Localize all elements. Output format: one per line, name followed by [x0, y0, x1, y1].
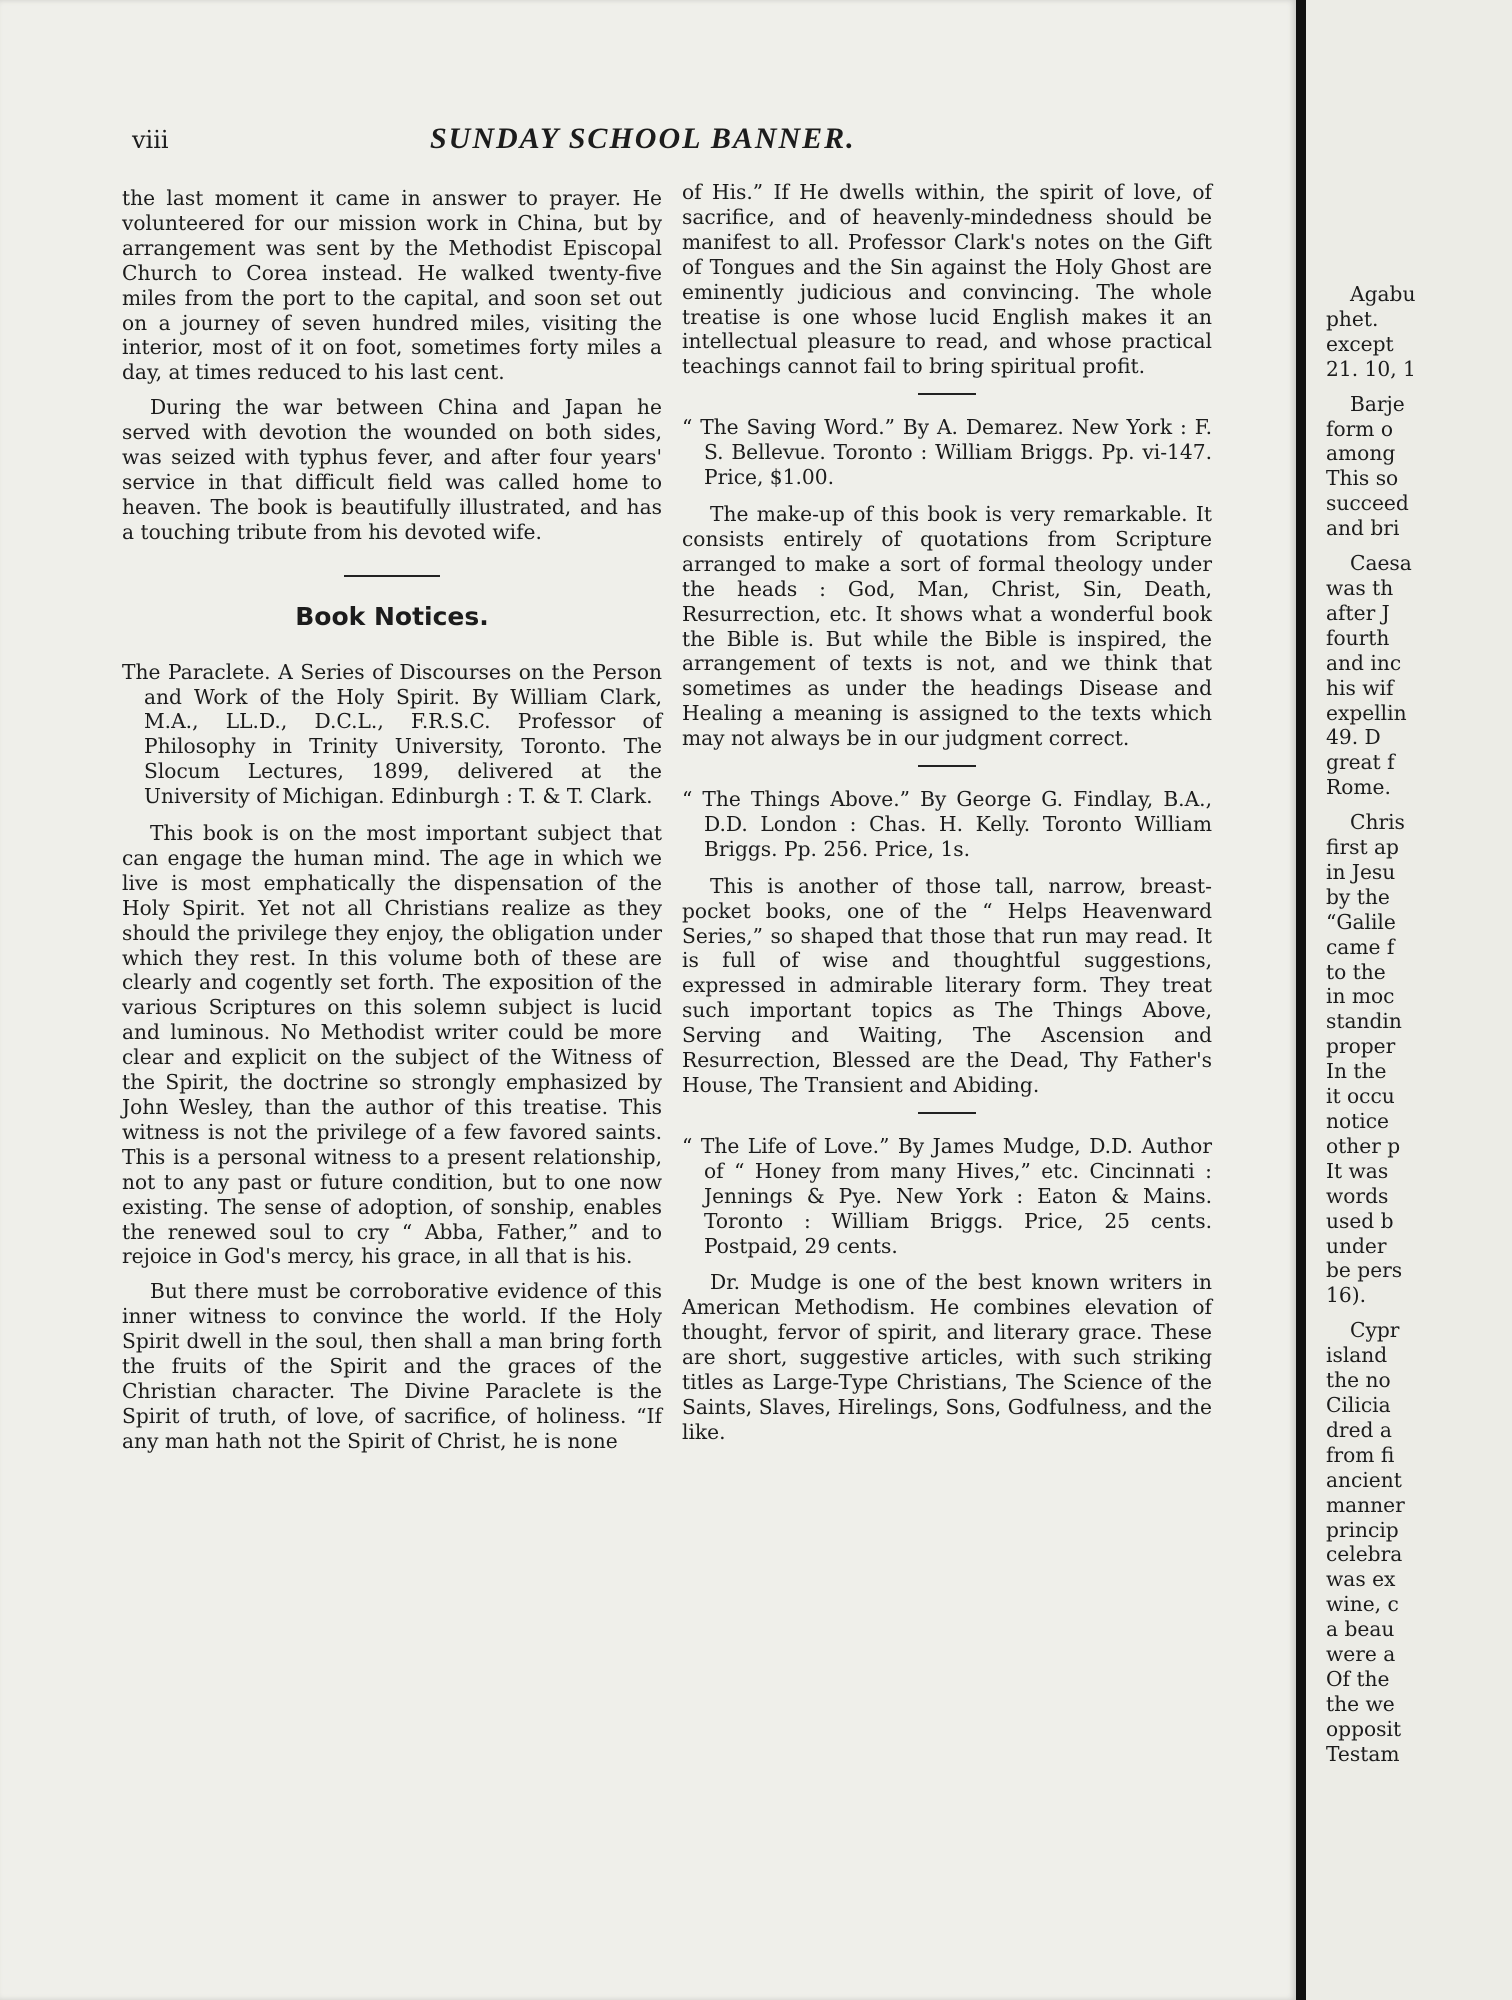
intro-paragraph-2: During the war between China and Japan he served with devotion the wounded on both sides, was seized with typhus fever, and after four years' service in that difficult field was called home to heaven. The book is beautifully illustrated, and has a touching tribute from his devoted wife.: [122, 395, 662, 544]
right-page-fragment: [1306, 0, 1512, 2000]
right-page-line: be pers: [1326, 1258, 1403, 1283]
right-page-line: except: [1326, 331, 1394, 356]
right-page-line: opposit: [1326, 1716, 1402, 1741]
right-page-line: among: [1326, 441, 1396, 466]
book-entry-paraclete: The Paraclete. A Series of Discourses on the Person and Work of the Holy Spirit. By William Clark, M.A., LL.D., D.C.L., F.R.S.C. Professor of Philosophy in Trinity University, Toronto. The Slocum Lectures, 1899, delivered at the University of Michigan. Edinburgh : T. & T. Clark.: [122, 659, 662, 809]
right-page-line: first ap: [1326, 835, 1399, 860]
continuation-paragraph: of His.” If He dwells within, the spirit of love, of sacrifice, and of heavenly-mindedness should be manifest to all. Professor Clark's notes on the Gift of Tongues and the Sin against the Holy Ghost are eminently judicious and convincing. The whole treatise is one whose lucid English makes it an intellectual pleasure to read, and whose practical teachings cannot fail to bring spiritual profit.: [682, 180, 1212, 379]
right-page-line: Agabu: [1350, 282, 1416, 306]
right-page-line: from fi: [1326, 1442, 1395, 1467]
divider-rule: [918, 1112, 976, 1114]
right-page-line: the we: [1326, 1691, 1395, 1716]
right-page-line: dred a: [1326, 1417, 1392, 1442]
right-page-line: Rome.: [1326, 775, 1391, 800]
right-page-line: notice: [1326, 1109, 1389, 1133]
right-page-line: celebra: [1326, 1542, 1403, 1567]
left-column: [122, 186, 662, 1464]
right-page-line: expellin: [1326, 700, 1407, 725]
right-page-line: words: [1326, 1183, 1389, 1208]
right-page-line: it occu: [1326, 1084, 1395, 1109]
right-page-line: It was: [1326, 1158, 1389, 1183]
right-page-line: Barje: [1350, 391, 1405, 416]
right-page-line: In the: [1326, 1059, 1387, 1084]
right-page-line: ancient: [1326, 1467, 1402, 1492]
right-page-line: princip: [1326, 1517, 1399, 1542]
right-page-line: standin: [1326, 1009, 1402, 1034]
page-number: viii: [132, 126, 169, 154]
right-page-paragraph: [1326, 392, 1506, 541]
right-page-line: was th: [1326, 575, 1394, 600]
binding-gutter: [1296, 0, 1306, 2000]
right-page-line: 49. D: [1326, 725, 1381, 750]
right-page-line: came f: [1326, 934, 1395, 959]
section-heading: Book Notices.: [295, 601, 489, 631]
right-page-line: 21. 10, 1: [1326, 356, 1416, 381]
right-page-line: phet.: [1326, 306, 1379, 331]
right-page-line: was ex: [1326, 1567, 1396, 1592]
right-page-line: “Galile: [1326, 909, 1396, 934]
right-page-line: great f: [1326, 750, 1395, 775]
right-page-line: used b: [1326, 1208, 1394, 1233]
right-page-line: form o: [1326, 416, 1393, 441]
right-page-line: were a: [1326, 1642, 1396, 1667]
right-page-line: Of the: [1326, 1666, 1390, 1691]
review-paragraph: Dr. Mudge is one of the best known writers in American Methodism. He combines elevation of thought, fervor of spirit, and literary grace. These are short, suggestive articles, with such striking titles as Large-Type Christians, The Science of the Saints, Slaves, Hirelings, Sons, Godfulness, and the like.: [682, 1270, 1212, 1444]
right-page-text: [1326, 282, 1506, 1777]
right-page-paragraph: [1326, 551, 1506, 800]
running-header: SUNDAY SCHOOL BANNER.: [430, 122, 856, 155]
right-page-line: succeed: [1326, 491, 1409, 516]
right-page-line: fourth: [1326, 625, 1390, 650]
right-page-line: wine, c: [1326, 1592, 1399, 1617]
right-page-line: in moc: [1326, 984, 1395, 1009]
right-page-line: and bri: [1326, 516, 1400, 541]
right-page-line: by the: [1326, 884, 1390, 909]
right-page-line: proper: [1326, 1034, 1396, 1059]
right-page-line: and inc: [1326, 650, 1402, 675]
right-page-line: a beau: [1326, 1617, 1395, 1642]
right-page-line: the no: [1326, 1368, 1391, 1393]
right-page-line: island: [1326, 1343, 1388, 1368]
divider-rule: [918, 393, 976, 395]
section-divider: [344, 575, 440, 577]
review-paragraph: The make-up of this book is very remarkable. It consists entirely of quotations from Scripture arranged to make a sort of formal theology under the heads : God, Man, Christ, Sin, Death, Resurrection, etc. It shows what a wonderful book the Bible is. But while the Bible is inspired, the arrangement of texts is not, and we think that sometimes as under the headings Disease and Healing a meaning is assigned to the texts which may not always be in our judgment correct.: [682, 501, 1212, 751]
right-page-line: Chris: [1350, 810, 1405, 835]
right-page-line: 16).: [1326, 1283, 1366, 1308]
right-page-line: manner: [1326, 1492, 1405, 1517]
right-page-line: other p: [1326, 1133, 1401, 1158]
right-page-paragraph: [1326, 810, 1506, 1308]
right-page-line: in Jesu: [1326, 859, 1396, 884]
right-page-line: his wif: [1326, 675, 1394, 700]
right-page-paragraph: [1326, 282, 1506, 382]
right-page-line: under: [1326, 1233, 1387, 1258]
right-page-paragraph: [1326, 1318, 1506, 1766]
middle-column: [682, 180, 1212, 1455]
book-entry-things-above: “ The Things Above.” By George G. Findlay, B.A., D.D. London : Chas. H. Kelly. Toronto William Briggs. Pp. 256. Price, 1s.: [682, 787, 1212, 861]
right-page-line: to the: [1326, 959, 1386, 984]
review-paragraph: This book is on the most important subject that can engage the human mind. The age in which we live is most emphatically the dispensation of the Holy Spirit. Yet not all Christians realize as they should the privilege they enjoy, the obligation under which they rest. In this volume both of these are clearly and cogently set forth. The exposition of the various Scriptures on this solemn subject is lucid and luminous. No Methodist writer could be more clear and explicit on the subject of the Witness of the Spirit, the doctrine so strongly emphasized by John Wesley, than the author of this treatise. This witness is not the privilege of a few favored saints. This is a personal witness to a present relationship, not to any past or future condition, but to one now existing. The sense of adoption, of sonship, enables the renewed soul to cry “ Abba, Father,” and to rejoice in God's mercy, his grace, in all that is his.: [122, 821, 662, 1269]
right-page-line: Cypr: [1350, 1318, 1400, 1343]
right-page-line: Testam: [1326, 1741, 1400, 1766]
right-page-line: after J: [1326, 600, 1390, 625]
review-paragraph: This is another of those tall, narrow, breast-pocket books, one of the “ Helps Heavenward Series,” so shaped that those that run may read. It is full of wise and thoughtful suggestions, expressed in admirable literary form. They treat such important topics as The Things Above, Serving and Waiting, The Ascension and Resurrection, Blessed are the Dead, Thy Father's House, The Transient and Abiding.: [682, 873, 1212, 1097]
review-paragraph: But there must be corroborative evidence of this inner witness to convince the world. If the Holy Spirit dwell in the soul, then shall a man bring forth the fruits of the Spirit and the graces of the Christian character. The Divine Paraclete is the Spirit of truth, of love, of sacrifice, of holiness. “If any man hath not the Spirit of Christ, he is none: [122, 1279, 662, 1453]
right-page-line: This so: [1326, 466, 1399, 491]
divider-rule: [918, 765, 976, 767]
intro-paragraph-1: the last moment it came in answer to prayer. He volunteered for our mission work in China, but by arrangement was sent by the Methodist Episcopal Church to Corea instead. He walked twenty-five miles from the port to the capital, and soon set out on a journey of seven hundred miles, visiting the interior, most of it on foot, sometimes forty miles a day, at times reduced to his last cent.: [122, 186, 662, 385]
book-entry-saving-word: “ The Saving Word.” By A. Demarez. New York : F. S. Bellevue. Toronto : William Briggs. Pp. vi-147. Price, $1.00.: [682, 415, 1212, 490]
book-entry-life-of-love: “ The Life of Love.” By James Mudge, D.D. Author of “ Honey from many Hives,” etc. Cincinnati : Jennings & Pye. New York : Eaton & Mains. Toronto : William Briggs. Price, 25 cents. Postpaid, 29 cents.: [682, 1133, 1212, 1258]
right-page-line: Cilicia: [1326, 1392, 1391, 1417]
right-page-line: Caesa: [1350, 551, 1412, 576]
